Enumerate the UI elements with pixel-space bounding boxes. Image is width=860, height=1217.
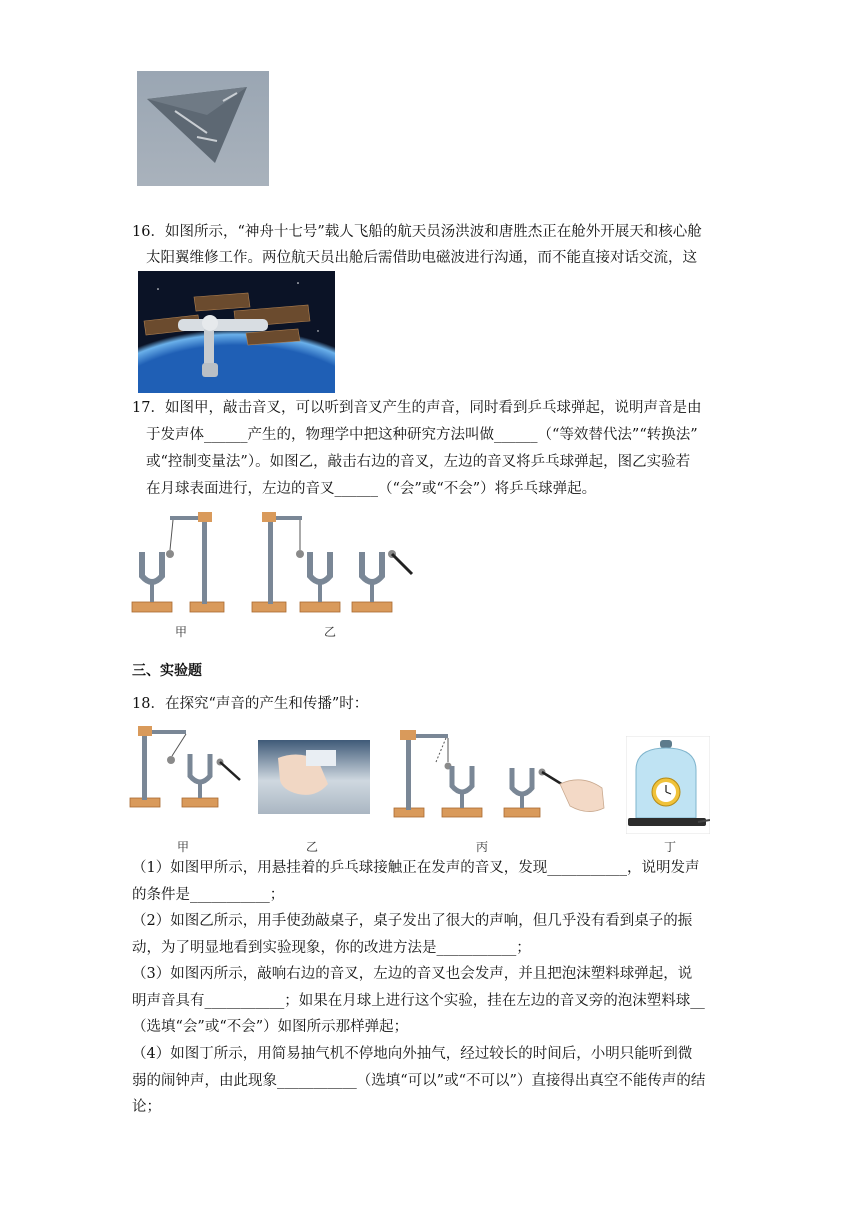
q17-line4: 在月球表面进行，左边的音叉______（“会”或“不会”）将乒乓球弹起。 [146,481,597,497]
q18-p4-line1: （4）如图丁所示，用简易抽气机不停地向外抽气，经过较长的时间后，小明只能听到微 [132,1046,693,1062]
q16-line1: 16．如图所示，“神舟十七号”载人飞船的航天员汤洪波和唐胜杰正在舱外开展天和核心舱 [132,224,702,240]
q18-p4-line2: 弱的闹钟声，由此现象___________（选填“可以”或“不可以”）直接得出真空不能传声的结 [132,1073,706,1089]
q17-line3: 或“控制变量法”）。如图乙，敲击右边的音叉，左边的音叉将乒乓球弹起，图乙实验若 [146,454,691,470]
q16-number: 16． [132,224,165,240]
q18-caption-yi: 乙 [306,840,319,854]
q17-caption-jia: 甲 [175,625,188,639]
q16-line2: 太阳翼维修工作。两位航天员出舱后需借助电磁波进行沟通，而不能直接对话交流，这 [146,250,697,266]
q17-number: 17． [132,400,165,416]
q18-fig-yi-photo [258,740,370,814]
q18-p2-line2: 动，为了明显地看到实验现象，你的改进方法是___________； [132,940,531,956]
q17-figure [128,506,418,618]
q18-p1-line2: 的条件是___________； [132,887,285,903]
q18-p4-line3: 论； [132,1099,161,1115]
q18-p1-line1: （1）如图甲所示，用悬挂着的乒乓球接触正在发声的音叉，发现___________，说明发声 [132,860,700,876]
q17-line2: 于发声体______产生的，物理学中把这种研究方法叫做______（“等效替代法”“转换法” [146,427,698,443]
space-station-photo [138,271,335,393]
section-title: 三、实验题 [132,663,202,679]
q17-caption-yi: 乙 [324,625,337,639]
q18-p2-line1: （2）如图乙所示，用手使劲敲桌子，桌子发出了很大的声响，但几乎没有看到桌子的振 [132,913,693,929]
q18-p3-line1: （3）如图丙所示，敲响右边的音叉，左边的音叉也会发声，并且把泡沫塑料球弹起，说 [132,966,693,982]
q18-fig-bing [392,726,608,822]
q18-p3-line2: 明声音具有___________；如果在月球上进行这个实验，挂在左边的音叉旁的泡沫塑料球__ [132,993,705,1009]
fork-fig-yi [252,512,412,612]
q18-caption-ding: 丁 [664,840,677,854]
aircraft-photo [137,71,269,186]
fork-fig-jia [132,512,224,612]
q18-caption-jia: 甲 [177,840,190,854]
q18-number: 18． [132,696,165,712]
q18-fig-jia [128,722,244,814]
q18-intro-line: 18．在探究“声音的产生和传播”时： [132,696,369,712]
q18-caption-bing: 丙 [476,840,489,854]
q17-line1: 17．如图甲，敲击音叉，可以听到音叉产生的声音，同时看到乒乓球弹起，说明声音是由 [132,400,702,416]
q18-fig-ding-bell-jar [626,736,710,834]
q18-p3-line3: （选填“会”或“不会”）如图所示那样弹起； [132,1019,409,1035]
